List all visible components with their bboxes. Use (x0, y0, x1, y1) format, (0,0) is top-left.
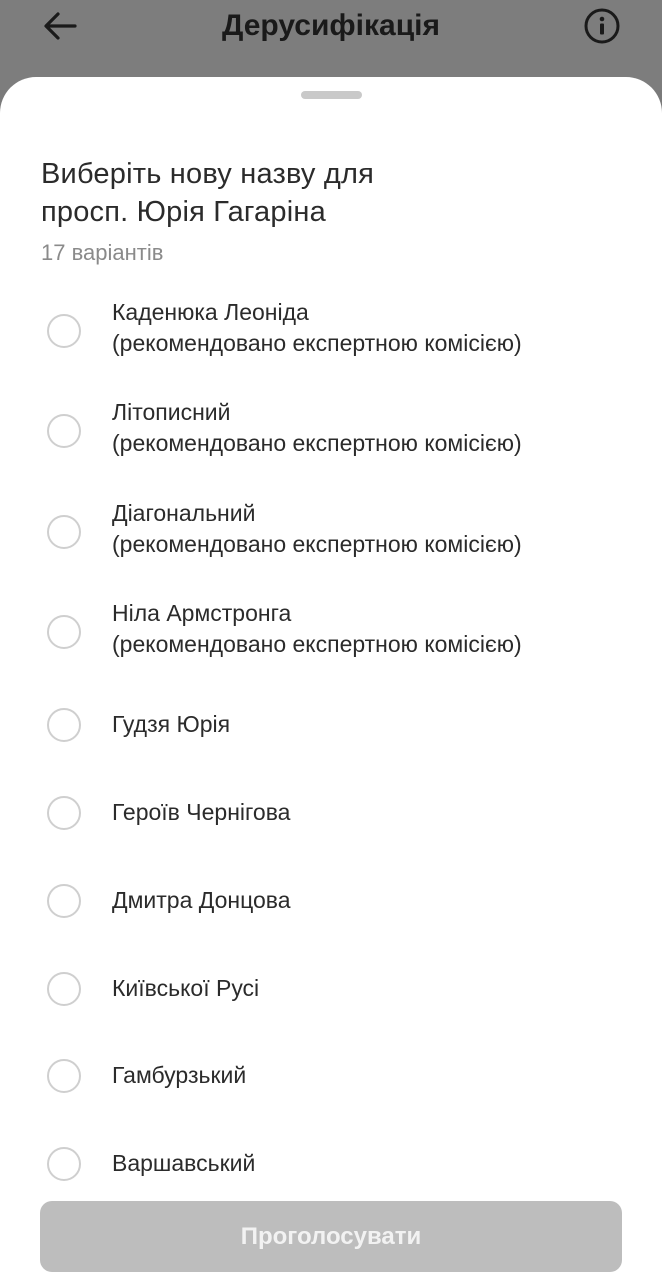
option-dontsova[interactable] (0, 883, 662, 923)
option-label: Гудзя Юрія (112, 711, 231, 737)
sheet-title-line-2: просп. Юрія Гагаріна (41, 196, 326, 228)
vote-button[interactable]: Проголосувати (40, 1201, 622, 1272)
options-count: 17 варіантів (41, 240, 164, 265)
radio-button[interactable] (47, 972, 81, 1006)
option-label: Літописний (112, 399, 231, 425)
option-note: (рекомендовано експертною комісією) (112, 531, 522, 557)
option-hudzia[interactable] (0, 707, 662, 747)
option-label: Каденюка Леоніда (112, 299, 309, 325)
option-hamburzkyi[interactable] (0, 1058, 662, 1098)
bottom-sheet (0, 77, 662, 1280)
option-litopysnyi[interactable] (0, 397, 662, 467)
option-note: (рекомендовано експертною комісією) (112, 430, 522, 456)
option-label: Варшавський (112, 1150, 256, 1176)
option-varshavskyi[interactable] (0, 1146, 662, 1186)
radio-button[interactable] (47, 884, 81, 918)
radio-button[interactable] (47, 515, 81, 549)
radio-button[interactable] (47, 615, 81, 649)
option-kadeniuka[interactable] (0, 297, 662, 367)
option-diahonalnyi[interactable] (0, 498, 662, 568)
info-button[interactable] (578, 2, 626, 50)
sheet-title-line-1: Виберіть нову назву для (41, 158, 375, 190)
drag-handle[interactable] (301, 91, 362, 99)
radio-button[interactable] (47, 1059, 81, 1093)
option-heroiv-chernihova[interactable] (0, 795, 662, 835)
radio-button[interactable] (47, 414, 81, 448)
radio-button[interactable] (47, 796, 81, 830)
radio-button[interactable] (47, 314, 81, 348)
option-label: Гамбурзький (112, 1062, 247, 1088)
sheet-title (41, 155, 601, 231)
option-note: (рекомендовано експертною комісією) (112, 330, 522, 356)
option-note: (рекомендовано експертною комісією) (112, 631, 522, 657)
info-icon (583, 7, 621, 45)
option-armstronha[interactable] (0, 598, 662, 668)
radio-button[interactable] (47, 708, 81, 742)
option-kyivskoi-rusi[interactable] (0, 971, 662, 1011)
option-label: Героїв Чернігова (112, 799, 291, 825)
option-label: Дмитра Донцова (112, 887, 291, 913)
option-label: Київської Русі (112, 975, 260, 1001)
page-title: Дерусифікація (222, 9, 440, 42)
radio-button[interactable] (47, 1147, 81, 1181)
option-label: Діагональний (112, 500, 256, 526)
option-label: Ніла Армстронга (112, 600, 292, 626)
